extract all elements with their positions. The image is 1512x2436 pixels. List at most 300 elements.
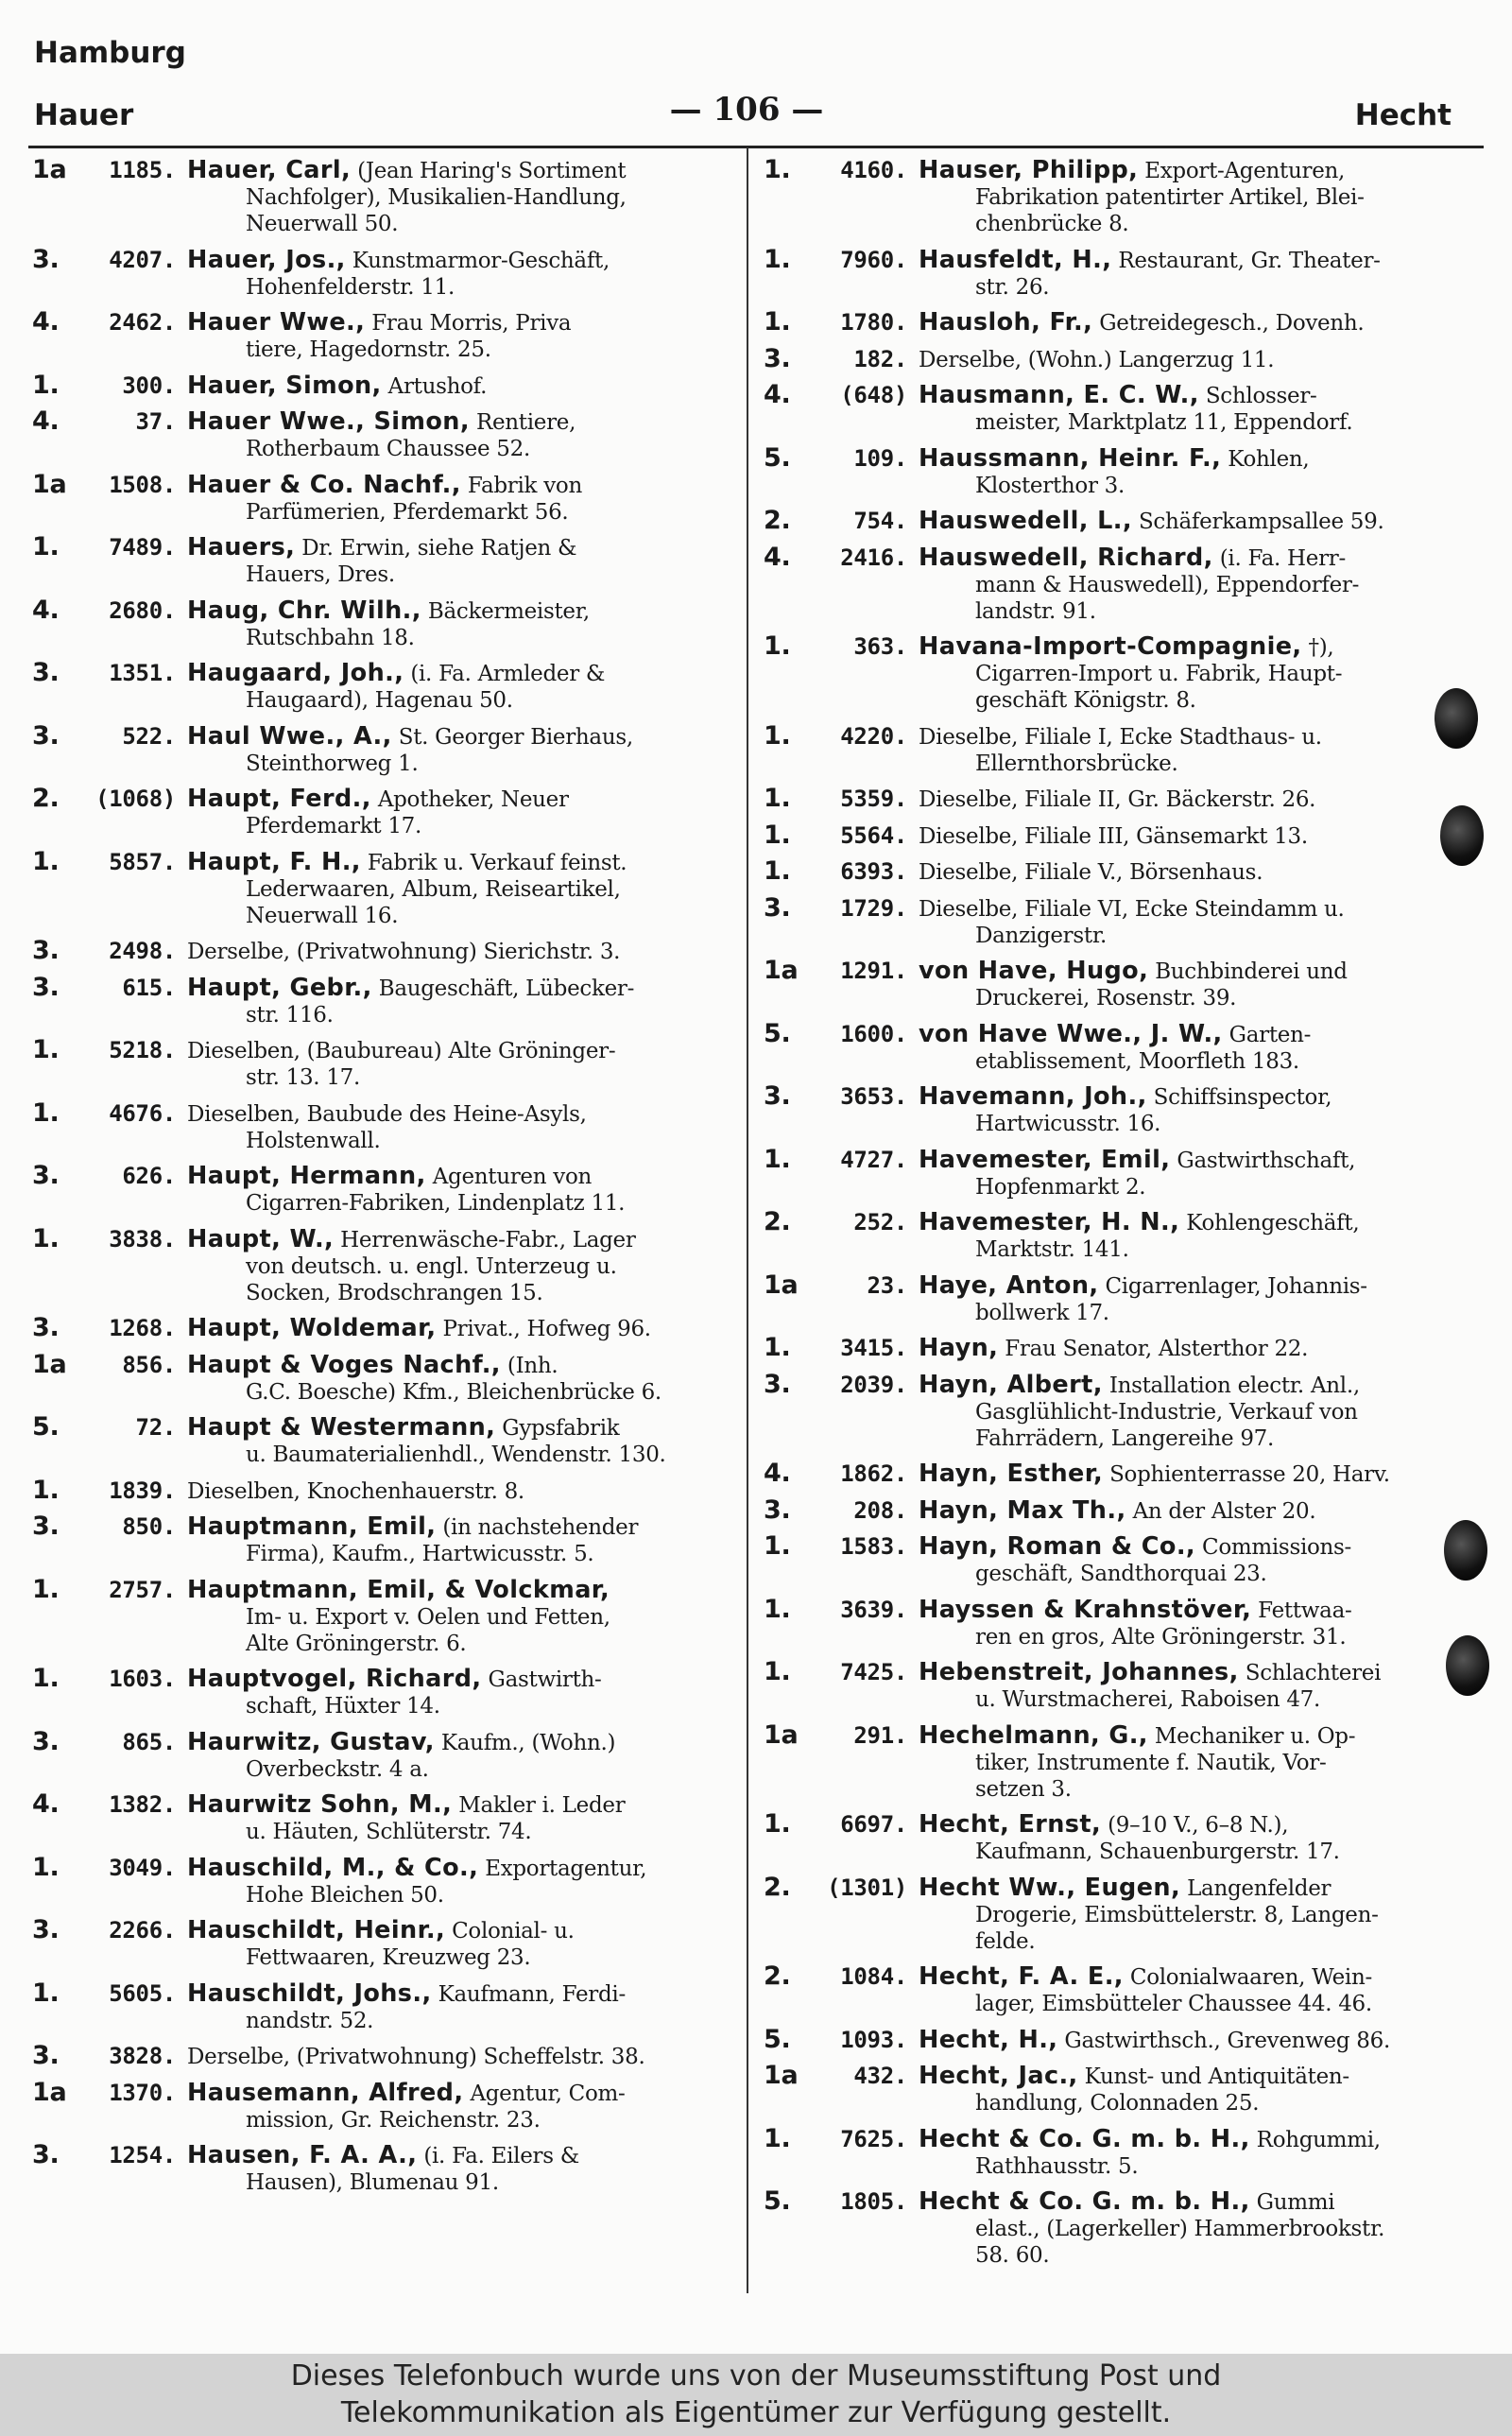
entry-continuation: felde. <box>975 1928 1036 1954</box>
exchange-code: 5. <box>764 2186 791 2216</box>
entry-continuation: G.C. Boesche) Kfm., Bleichenbrücke 6. <box>246 1379 662 1405</box>
exchange-code: 3. <box>32 1313 60 1342</box>
phone-number: 2680. <box>109 596 176 624</box>
directory-entry <box>32 1574 731 1657</box>
subscriber-details: Commissions- <box>1202 1535 1352 1560</box>
directory-entry <box>764 1083 1459 1137</box>
directory-entry <box>32 1414 731 1468</box>
exchange-code: 1a <box>764 1270 799 1300</box>
entry-continuation: Pferdemarkt 17. <box>246 814 422 838</box>
entry-continuation: Ellernthorsbrücke. <box>975 751 1178 776</box>
entry-text <box>187 1577 731 1604</box>
exchange-code: 1. <box>32 532 60 561</box>
directory-entry <box>764 309 1459 337</box>
subscriber-name: Hauser, Philipp, <box>919 157 1139 184</box>
directory-entry <box>32 2043 731 2070</box>
directory-entry <box>764 442 1459 499</box>
phone-number: 37. <box>135 408 176 435</box>
header-right-keyword: Hecht <box>1354 98 1452 132</box>
subscriber-name: Haupt, Ferd., <box>187 786 371 813</box>
subscriber-details: Cigarrenlager, Johannis- <box>1105 1273 1367 1299</box>
entry-continuation: Danzigerstr. <box>975 923 1107 948</box>
entry-continuation: ren en gros, Alte Gröningerstr. 31. <box>975 1624 1347 1650</box>
directory-entry <box>32 660 731 714</box>
entry-first-line <box>764 1533 1459 1561</box>
entry-continuation: handlung, Colonnaden 25. <box>975 2091 1260 2116</box>
entry-first-line <box>32 720 731 751</box>
phone-number: 4727. <box>840 1146 907 1173</box>
entry-text <box>187 1101 731 1128</box>
exchange-code: 2. <box>764 1872 791 1902</box>
phone-number: 1291. <box>840 958 907 984</box>
entry-text <box>187 597 731 625</box>
subscriber-name: Haurwitz Sohn, M., <box>187 1791 453 1819</box>
phone-number: 4220. <box>840 722 907 750</box>
subscriber-details: Dieselbe, Filiale II, Gr. Bäckerstr. 26. <box>919 787 1316 812</box>
directory-entry <box>764 1719 1459 1803</box>
left-column <box>32 157 731 2205</box>
entry-first-line <box>764 1369 1459 1399</box>
entry-text <box>919 508 1459 535</box>
entry-continuation: u. Häuten, Schlüterstr. 74. <box>246 1820 532 1844</box>
entry-first-line <box>32 1574 731 1604</box>
exchange-code: 1a <box>764 956 799 985</box>
entry-first-line <box>764 2063 1459 2090</box>
exchange-code: 5. <box>764 2024 791 2054</box>
entry-first-line <box>32 1852 731 1882</box>
entry-first-line <box>32 1163 731 1190</box>
subscriber-name: Hausfeldt, H., <box>919 246 1112 274</box>
directory-entry <box>764 1144 1459 1201</box>
entry-first-line <box>32 534 731 561</box>
phone-number: 2039. <box>840 1371 907 1398</box>
subscriber-name: Hauer, Simon, <box>187 371 382 400</box>
phone-number: 5857. <box>109 848 176 875</box>
entry-text <box>919 1272 1459 1300</box>
entry-text <box>187 2142 731 2169</box>
subscriber-name: Havana-Import-Compagnie, <box>919 633 1302 661</box>
entry-first-line <box>32 469 731 499</box>
subscriber-details: Gummi <box>1256 2190 1335 2215</box>
entry-text <box>187 534 731 561</box>
phone-number: 1185. <box>109 157 176 183</box>
subscriber-details: Makler i. Leder <box>458 1793 626 1818</box>
exchange-code: 4. <box>32 406 60 436</box>
entry-continuation: Marktstr. 141. <box>975 1237 1129 1262</box>
directory-entry <box>764 1811 1459 1865</box>
entry-first-line <box>764 2123 1459 2153</box>
phone-number: 300. <box>122 371 176 399</box>
exchange-code: 1. <box>32 1035 60 1064</box>
entry-text <box>187 1666 731 1693</box>
entry-first-line <box>32 2077 731 2107</box>
exchange-code: 1. <box>32 1978 60 2008</box>
entry-first-line <box>32 1349 731 1379</box>
directory-entry <box>764 244 1459 301</box>
exchange-code: 3. <box>32 658 60 687</box>
entry-text <box>919 382 1459 409</box>
subscriber-name: Haussmann, Heinr. F., <box>919 444 1222 473</box>
subscriber-details: Schäferkampsallee 59. <box>1138 510 1384 534</box>
exchange-code: 1. <box>32 1097 60 1128</box>
directory-entry <box>764 1659 1459 1713</box>
entry-text <box>919 1209 1459 1236</box>
exchange-code: 1. <box>764 631 791 661</box>
phone-number: 615. <box>122 974 176 1001</box>
entry-text <box>919 1497 1459 1525</box>
subscriber-details: Schlachterei <box>1245 1661 1382 1685</box>
entry-text <box>187 1917 731 1944</box>
directory-entry <box>764 1594 1459 1650</box>
entry-first-line <box>32 2142 731 2169</box>
subscriber-details: Derselbe, (Wohn.) Langerzug 11. <box>919 347 1275 372</box>
phone-number: 291. <box>853 1721 907 1749</box>
exchange-code: 2. <box>32 784 60 813</box>
directory-entry <box>32 1349 731 1406</box>
entry-first-line <box>32 597 731 625</box>
entry-text <box>187 1163 731 1190</box>
entry-first-line <box>32 1477 731 1505</box>
subscriber-details: Schiffsinspector, <box>1153 1085 1332 1110</box>
entry-continuation: u. Wurstmacherei, Raboisen 47. <box>975 1687 1321 1712</box>
phone-number: 1805. <box>840 2188 907 2215</box>
subscriber-name: Hecht Ww., Eugen, <box>919 1874 1181 1902</box>
phone-number: 3838. <box>109 1225 176 1253</box>
exchange-code: 1. <box>32 1223 60 1253</box>
entry-continuation: chenbrücke 8. <box>975 212 1129 236</box>
entry-first-line <box>32 972 731 1002</box>
subscriber-details: Dieselbe, Filiale III, Gänsemarkt 13. <box>919 823 1308 849</box>
subscriber-details: Dr. Erwin, siehe Ratjen & <box>301 536 577 561</box>
entry-continuation: Kaufmann, Schauenburgerstr. 17. <box>975 1840 1340 1864</box>
phone-number: 3639. <box>840 1596 907 1623</box>
subscriber-details: Kaufmann, Ferdi- <box>438 1981 626 2007</box>
entry-continuation: Holstenwall. <box>246 1128 381 1153</box>
directory-entry <box>764 1533 1459 1587</box>
phone-number: 6393. <box>840 858 907 885</box>
directory-entry <box>764 1018 1459 1075</box>
subscriber-name: Hauptmann, Emil, <box>187 1513 437 1541</box>
entry-text <box>187 1513 731 1541</box>
exchange-code: 2. <box>764 506 791 535</box>
subscriber-name: Hecht, H., <box>919 2026 1058 2054</box>
entry-first-line <box>32 846 731 876</box>
exchange-code: 1. <box>764 155 791 184</box>
subscriber-name: Hauer, Carl, <box>187 157 352 184</box>
binding-hole <box>1435 688 1478 749</box>
header-city: Hamburg <box>34 36 186 70</box>
entry-continuation: Drogerie, Eimsbüttelerstr. 8, Langen- <box>975 1902 1379 1927</box>
subscriber-details: (i. Fa. Armleder & <box>410 662 606 686</box>
subscriber-name: Haupt, F. H., <box>187 848 361 876</box>
subscriber-name: Haupt, Gebr., <box>187 974 372 1002</box>
binding-hole <box>1444 1520 1487 1581</box>
entry-continuation: str. 26. <box>975 274 1050 300</box>
entry-text <box>187 660 731 687</box>
directory-entry <box>764 1963 1459 2017</box>
directory-entry <box>32 1980 731 2034</box>
exchange-code: 4. <box>32 595 60 625</box>
phone-number: 1862. <box>840 1460 907 1487</box>
phone-number: 5359. <box>840 786 907 812</box>
phone-number: 2266. <box>109 1917 176 1944</box>
phone-number: 1780. <box>840 309 907 336</box>
subscriber-name: von Have, Hugo, <box>919 958 1149 985</box>
entry-first-line <box>764 892 1459 923</box>
entry-continuation: Klosterthor 3. <box>975 473 1125 498</box>
entry-text <box>919 445 1459 473</box>
entry-first-line <box>764 1335 1459 1362</box>
entry-first-line <box>764 1018 1459 1048</box>
exchange-code: 3. <box>764 1494 791 1525</box>
directory-entry <box>764 720 1459 777</box>
entry-continuation: nandstr. 52. <box>246 2008 374 2033</box>
subscriber-details: Installation electr. Anl., <box>1108 1373 1360 1398</box>
subscriber-details: Kohlen, <box>1228 446 1310 472</box>
entry-first-line <box>32 1791 731 1819</box>
entry-continuation: Steinthorweg 1. <box>246 751 419 776</box>
entry-text <box>187 975 731 1002</box>
entry-first-line <box>32 309 731 337</box>
subscriber-details: Bäckermeister, <box>427 598 590 624</box>
directory-entry <box>32 1223 731 1306</box>
exchange-code: 1. <box>32 1475 60 1505</box>
subscriber-name: Hayn, Albert, <box>919 1371 1103 1399</box>
subscriber-details: Restaurant, Gr. Theater- <box>1118 248 1381 273</box>
directory-entry <box>764 1369 1459 1452</box>
entry-continuation: Hopfenmarkt 2. <box>975 1174 1146 1200</box>
phone-number: 1351. <box>109 660 176 686</box>
entry-continuation: Alte Gröningerstr. 6. <box>246 1631 467 1656</box>
phone-number: 4160. <box>840 157 907 183</box>
entry-text <box>187 2044 731 2070</box>
phone-number: 252. <box>853 1209 907 1235</box>
entry-first-line <box>764 157 1459 184</box>
subscriber-details: Buchbinderei und <box>1155 959 1348 984</box>
directory-entry <box>764 382 1459 436</box>
directory-entry <box>764 858 1459 886</box>
entry-first-line <box>764 858 1459 886</box>
exchange-code: 3. <box>764 1081 791 1111</box>
subscriber-name: Hauptvogel, Richard, <box>187 1666 482 1693</box>
entry-first-line <box>764 1659 1459 1686</box>
subscriber-name: Hauer, Jos., <box>187 246 346 274</box>
phone-number: 4676. <box>109 1099 176 1127</box>
exchange-code: 1. <box>764 2123 791 2153</box>
phone-number: (648) <box>840 382 907 408</box>
phone-number: 4207. <box>109 246 176 273</box>
entry-first-line <box>764 382 1459 409</box>
entry-text <box>919 2188 1459 2216</box>
entry-text <box>919 347 1459 373</box>
entry-text <box>187 1414 731 1442</box>
exchange-code: 2. <box>764 1961 791 1991</box>
entry-first-line <box>764 343 1459 373</box>
directory-entry <box>764 822 1459 850</box>
header-left-keyword: Hauer <box>34 98 134 132</box>
entry-first-line <box>764 1209 1459 1236</box>
entry-first-line <box>32 372 731 400</box>
exchange-code: 1. <box>764 1531 791 1561</box>
exchange-code: 1. <box>764 307 791 337</box>
entry-text <box>919 1460 1459 1488</box>
exchange-code: 3. <box>32 1161 60 1190</box>
entry-continuation: u. Baumaterialienhdl., Wendenstr. 130. <box>246 1443 666 1467</box>
subscriber-name: Haupt & Voges Nachf., <box>187 1351 501 1379</box>
directory-entry <box>32 309 731 363</box>
directory-entry <box>764 2063 1459 2116</box>
entry-continuation: von deutsch. u. engl. Unterzeug u. <box>246 1253 617 1279</box>
entry-first-line <box>764 244 1459 274</box>
phone-number: 7625. <box>840 2125 907 2152</box>
subscriber-name: Haugaard, Joh., <box>187 660 404 687</box>
entry-text <box>187 408 731 436</box>
directory-entry <box>764 1335 1459 1362</box>
subscriber-details: (9–10 V., 6–8 N.), <box>1108 1813 1289 1838</box>
phone-number: 5605. <box>109 1979 176 2007</box>
directory-entry <box>764 1494 1459 1525</box>
directory-entry <box>32 1513 731 1567</box>
entry-first-line <box>764 508 1459 535</box>
entry-continuation: Cigarren-Import u. Fabrik, Haupt- <box>975 662 1343 686</box>
directory-entry <box>32 972 731 1028</box>
subscriber-details: Garten- <box>1228 1022 1312 1047</box>
entry-continuation: mann & Hauswedell), Eppendorfer- <box>975 572 1360 597</box>
entry-text <box>919 1811 1459 1839</box>
subscriber-name: Hayssen & Krahnstöver, <box>919 1596 1252 1624</box>
subscriber-details: Agenturen von <box>432 1165 593 1189</box>
exchange-code: 1. <box>764 1333 791 1362</box>
entry-text <box>919 1372 1459 1399</box>
subscriber-name: Haurwitz, Gustav, <box>187 1728 435 1756</box>
subscriber-details: Apotheker, Neuer <box>377 787 569 812</box>
directory-entry <box>32 469 731 526</box>
phone-number: 850. <box>122 1513 176 1540</box>
entry-first-line <box>764 1083 1459 1111</box>
entry-text <box>187 247 731 274</box>
subscriber-details: Kaufm., (Wohn.) <box>440 1730 616 1755</box>
subscriber-name: Hauschildt, Johs., <box>187 1979 432 2008</box>
entry-continuation: Fabrikation patentirter Artikel, Blei- <box>975 185 1365 210</box>
entry-text <box>187 472 731 499</box>
binding-hole <box>1440 805 1484 866</box>
entry-continuation: Neuerwall 50. <box>246 212 399 236</box>
directory-entry <box>32 1791 731 1845</box>
entry-continuation: tiker, Instrumente f. Nautik, Vor- <box>975 1750 1327 1775</box>
subscriber-details: Schlosser- <box>1205 384 1317 408</box>
entry-first-line <box>32 1980 731 2008</box>
phone-number: 1729. <box>840 894 907 922</box>
subscriber-details: Dieselbe, Filiale V., Börsenhaus. <box>919 860 1263 885</box>
entry-text <box>187 157 731 184</box>
entry-text <box>919 1533 1459 1561</box>
subscriber-name: Hayn, Esther, <box>919 1460 1104 1488</box>
entry-continuation: 58. 60. <box>975 2243 1050 2268</box>
footer-notice <box>0 2354 1512 2436</box>
entry-text <box>919 896 1459 923</box>
entry-first-line <box>764 1963 1459 1991</box>
directory-entry <box>764 1209 1459 1263</box>
entry-first-line <box>764 1719 1459 1750</box>
subscriber-details: Gastwirth- <box>488 1667 602 1692</box>
directory-entry <box>32 1163 731 1217</box>
subscriber-details: Kunstmarmor-Geschäft, <box>352 248 610 273</box>
entry-first-line <box>32 1414 731 1442</box>
entry-text <box>919 2126 1459 2153</box>
entry-text <box>919 544 1459 572</box>
subscriber-details: Fabrik von <box>467 473 582 498</box>
phone-number: 1370. <box>109 2079 176 2106</box>
entry-text <box>187 1315 731 1342</box>
subscriber-details: Sophienterrasse 20, Harv. <box>1109 1462 1390 1487</box>
entry-first-line <box>32 1037 731 1064</box>
entry-first-line <box>764 1594 1459 1624</box>
exchange-code: 1. <box>32 1574 60 1604</box>
directory-entry <box>764 1272 1459 1326</box>
subscriber-name: Haupt, W., <box>187 1225 335 1253</box>
entry-continuation: Neuerwall 16. <box>246 903 399 928</box>
entry-first-line <box>32 2043 731 2070</box>
entry-first-line <box>764 1872 1459 1902</box>
phone-number: 3828. <box>109 2043 176 2069</box>
entry-first-line <box>764 822 1459 850</box>
exchange-code: 1. <box>764 1809 791 1839</box>
subscriber-name: Hauschildt, Heinr., <box>187 1917 446 1944</box>
exchange-code: 4. <box>32 1789 60 1819</box>
phone-number: 7489. <box>109 534 176 561</box>
phone-number: 1093. <box>840 2026 907 2053</box>
phone-number: 7425. <box>840 1659 907 1685</box>
entry-continuation: Hohenfelderstr. 11. <box>246 274 455 300</box>
directory-entry <box>32 1726 731 1783</box>
directory-entry <box>764 2024 1459 2054</box>
subscriber-name: Hauschild, M., & Co., <box>187 1854 479 1882</box>
exchange-code: 1a <box>32 2077 67 2107</box>
subscriber-details: (in nachstehender <box>442 1515 639 1540</box>
entry-text <box>919 958 1459 985</box>
entry-continuation: elast., (Lagerkeller) Hammerbrookstr. <box>975 2217 1385 2241</box>
phone-number: 1268. <box>109 1315 176 1341</box>
subscriber-name: Hayn, Roman & Co., <box>919 1533 1195 1561</box>
directory-entry <box>764 508 1459 535</box>
entry-text <box>919 1659 1459 1686</box>
entry-text <box>919 1722 1459 1750</box>
directory-entry <box>764 786 1459 813</box>
subscriber-name: Haug, Chr. Wilh., <box>187 596 421 625</box>
subscriber-details: Dieselbe, Filiale VI, Ecke Steindamm u. <box>919 896 1345 922</box>
phone-number: 7960. <box>840 246 907 273</box>
subscriber-details: Dieselben, (Baubureau) Alte Gröninger- <box>187 1039 616 1063</box>
entry-text <box>187 939 731 965</box>
phone-number: 754. <box>853 508 907 534</box>
exchange-code: 1a <box>32 469 67 499</box>
phone-number: (1068) <box>95 786 176 812</box>
subscriber-name: Hausmann, E. C. W., <box>919 382 1199 409</box>
entry-continuation: Nachfolger), Musikalien-Handlung, <box>246 185 627 210</box>
directory-entry <box>764 2123 1459 2180</box>
directory-entry <box>32 534 731 588</box>
subscriber-name: Havemester, Emil, <box>919 1146 1171 1174</box>
directory-entry <box>32 1852 731 1909</box>
subscriber-name: Hecht & Co. G. m. b. H., <box>919 2188 1250 2216</box>
subscriber-name: Hausemann, Alfred, <box>187 2079 464 2107</box>
directory-entry <box>764 958 1459 1011</box>
entry-first-line <box>32 244 731 274</box>
directory-entry <box>32 2142 731 2196</box>
subscriber-details: Dieselben, Knochenhauerstr. 8. <box>187 1478 524 1504</box>
directory-entry <box>32 1477 731 1505</box>
column-divider <box>747 147 748 2293</box>
